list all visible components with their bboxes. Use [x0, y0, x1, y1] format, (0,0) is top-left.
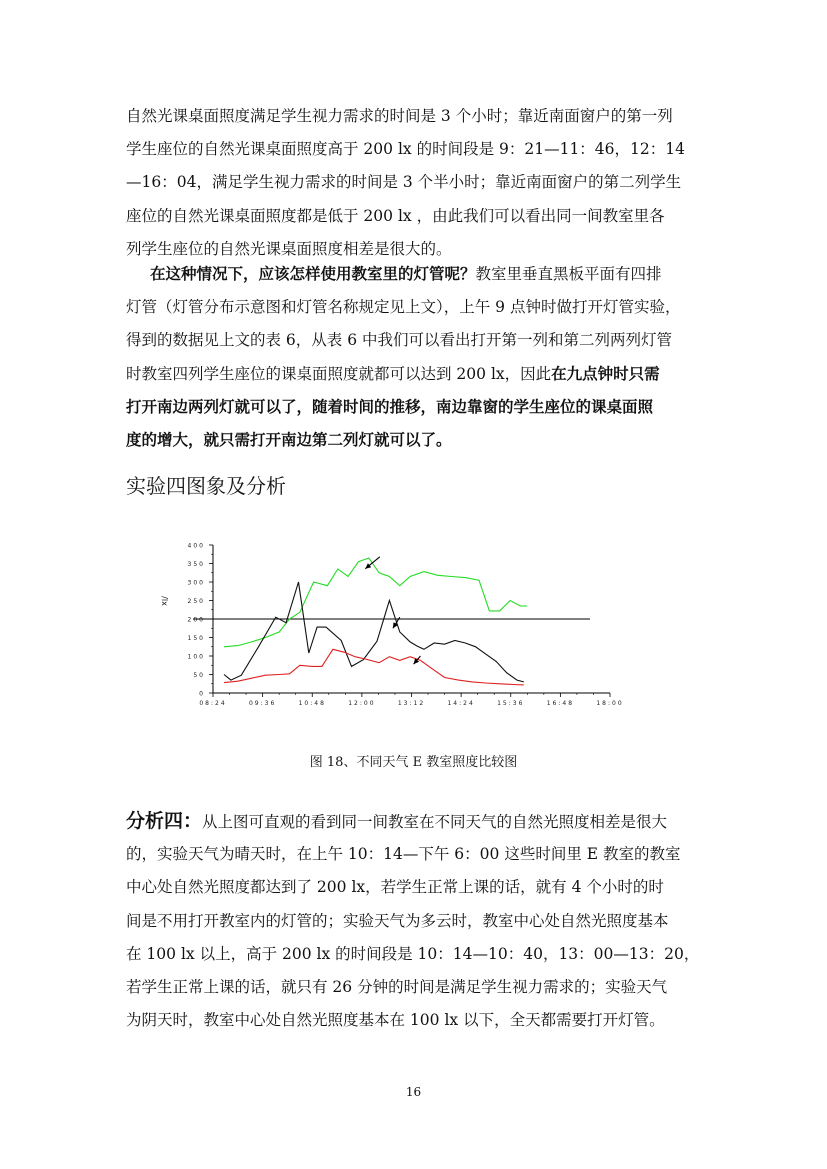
text-line: 在 100 lx 以上，高于 200 lx 的时间段是 10：14—10：40，13：00—13：20， [126, 944, 700, 963]
x-tick-label: 10:48 [298, 700, 326, 707]
y-tick-label: 50 [193, 672, 205, 679]
x-tick-label: 09:36 [248, 700, 277, 707]
text-line: 若学生正常上课的话，就只有 26 分钟的时间是满足学生视力需求的；实验天气 [126, 977, 668, 996]
paragraph-3 [126, 805, 704, 1037]
series-line-red [224, 649, 524, 685]
x-tick-label: 13:12 [397, 700, 426, 707]
paragraph-1 [126, 100, 704, 266]
bold-text: 在这种情况下，应该怎样使用教室里的灯管呢？ [150, 265, 476, 283]
series-line-green [224, 558, 527, 647]
x-tick-label: 15:36 [497, 700, 525, 707]
x-tick-label: 18:00 [596, 700, 624, 707]
text-line: 列学生座位的自然光课桌面照度相差是很大的。 [126, 239, 452, 258]
y-tick-label: 150 [187, 635, 205, 642]
y-tick-label: 100 [187, 653, 205, 661]
page-number: 16 [405, 1085, 422, 1099]
y-tick-label: 200 [187, 616, 205, 624]
text-line: 得到的数据见上文的表 6，从表 6 中我们可以看出打开第一列和第二列两列灯管 [126, 331, 673, 350]
paragraph-2 [126, 258, 704, 457]
bold-line: 度的增大，就只需打开南边第二列灯就可以了。 [126, 430, 452, 449]
x-tick-label: 16:48 [546, 700, 575, 707]
text-span: 教室里垂直黑板平面有四排 [475, 265, 662, 283]
text-line: 灯管（灯管分布示意图和灯管名称规定见上文），上午 9 点钟时做打开灯管实验， [126, 298, 681, 317]
x-tick-label: 12:00 [348, 700, 376, 707]
x-tick-label: 14:24 [447, 700, 475, 707]
series-line-black [224, 582, 524, 682]
text-line: 中心处自然光照度都达到了 200 lx，若学生正常上课的话，就有 4 个小时的时 [126, 878, 664, 897]
text-line: 间是不用打开教室内的灯管的；实验天气为多云时，教室中心处自然光照度基本 [126, 911, 669, 930]
y-axis-label: /lx [160, 596, 169, 606]
text-line: 自然光课桌面照度满足学生视力需求的时间是 3 个小时；靠近南面窗户的第一列 [126, 107, 673, 125]
y-tick-label: 350 [187, 561, 205, 568]
bold-text: 在九点钟时只需 [551, 364, 660, 383]
text-line [126, 805, 704, 838]
text-line: 学生座位的自然光课桌面照度高于 200 lx 的时间段是 9：21—11：46，12：14 [126, 140, 685, 159]
text-line [126, 358, 704, 391]
text-line: —16：04，满足学生视力需求的时间是 3 个半小时；靠近南面窗户的第二列学生 [126, 173, 682, 192]
y-tick-label: 300 [187, 579, 205, 587]
illuminance-chart [150, 535, 630, 715]
text-span: 时教室四列学生座位的课桌面照度就都可以达到 200 lx，因此 [126, 364, 552, 383]
y-tick-label: 250 [187, 598, 205, 605]
text-line: 的，实验天气为晴天时，在上午 10：14—下午 6：00 这些时间里 E 教室的教室 [126, 845, 681, 864]
bold-line: 打开南边两列灯就可以了，随着时间的推移，南边靠窗的学生座位的课桌面照 [126, 397, 654, 416]
text-line [126, 258, 704, 291]
text-line: 座位的自然光课桌面照度都是低于 200 lx ，由此我们可以看出同一间教室里各 [126, 206, 665, 225]
y-tick-label: 400 [187, 542, 205, 550]
y-tick-label: 0 [199, 690, 205, 698]
text-span: 从上图可直观的看到同一间教室在不同天气的自然光照度相差是很大 [202, 813, 668, 831]
section-heading: 实验四图象及分析 [126, 474, 286, 498]
figure-caption: 图 18、不同天气 E 教室照度比较图 [309, 755, 518, 770]
analysis-label: 分析四： [126, 810, 203, 832]
x-tick-label: 08:24 [199, 700, 227, 707]
text-line: 为阴天时，教室中心处自然光照度基本在 100 lx 以下，全天都需要打开灯管。 [126, 1011, 665, 1030]
